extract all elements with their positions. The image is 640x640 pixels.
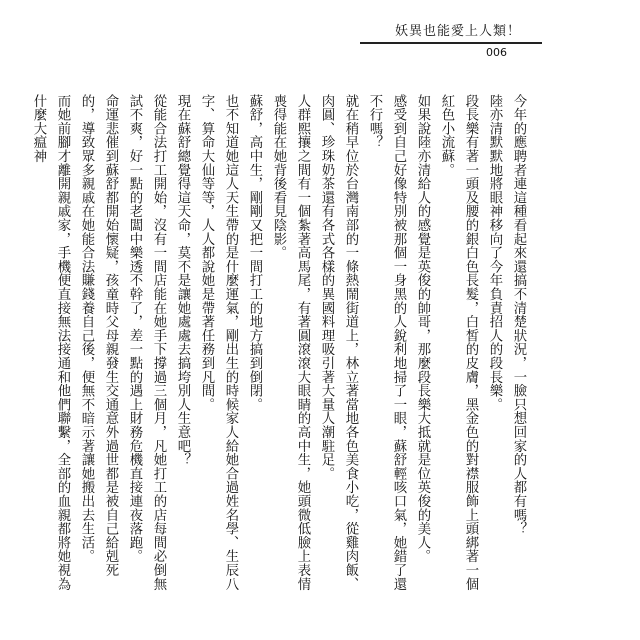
paragraph: 現在蘇舒總覺得這天命，莫不是讓她處處去搞垮別人生意吧？ bbox=[175, 94, 190, 467]
paragraph: 段長樂有著一頭及腰的銀白色長髮，白皙的皮膚，黑金色的對襟服飾上頭綁著一個紅色小流蘇。 bbox=[439, 94, 478, 591]
paragraph: 今年的應聘者連這種看起來還搞不清楚狀況，一臉只想回家的人都有嗎？ bbox=[511, 94, 526, 536]
paragraph: 命運悲催到蘇舒都開始懷疑，孩童時父母親發生交通意外過世都是被自己給剋死的，導致眾多親戚在她能合法賺錢養自己後，便無不暗示著讓她搬出去生活。 bbox=[79, 94, 118, 577]
paragraph: 就在稍早位於台灣南部的一條熱鬧街道上，林立著當地各色美食小吃，從雞肉飯、肉圓、珍珠奶茶還有各式各樣的異國料理吸引著大量人潮駐足。 bbox=[319, 94, 358, 591]
paragraph: 人群熙攘之間有一個紮著高馬尾，有著圓滾滾大眼睛的高中生，她頭微低臉上表情喪得能在她背後看見陰影。 bbox=[271, 94, 310, 591]
paragraph: 也不知道她這人天生帶的是什麼運氣，剛出生的時候家人給她合過姓名學、生辰八字、算命大仙等等，人人都說她是帶著任務到凡間。 bbox=[199, 94, 238, 591]
paragraph: 而她前腳才離開親戚家，手機便直接無法接通和他們聯繫，全部的血親都將她視為什麼大瘟神 bbox=[31, 94, 70, 591]
running-header-title: 妖異也能愛上人類！ bbox=[395, 24, 522, 39]
paragraph: 蘇舒，高中生，剛剛又把一間打工的地方搞到倒閉。 bbox=[247, 94, 262, 412]
paragraph: 從能合法打工開始，沒有一間店能在她手下撐過三個月，凡她打工的店每間必倒無試不爽，好一點的老闆中樂透不幹了，差一點的遇上財務危機直接連夜落跑。 bbox=[127, 94, 166, 591]
page-number: 006 bbox=[486, 46, 507, 59]
header-divider bbox=[360, 42, 542, 44]
vertical-text-body bbox=[31, 94, 530, 604]
paragraph: 如果說陸亦清給人的感覺是英俊的帥哥，那麼段長樂大抵就是位英俊的美人。 bbox=[415, 94, 430, 564]
paragraph: 陸亦清默默地將眼神移向了今年負責招人的段長樂。 bbox=[487, 94, 502, 412]
paragraph: 感受到自己好像特別被那個一身黑的人銳利地掃了一眼，蘇舒輕咳口氣，她錯了還不行嗎？ bbox=[367, 94, 406, 591]
